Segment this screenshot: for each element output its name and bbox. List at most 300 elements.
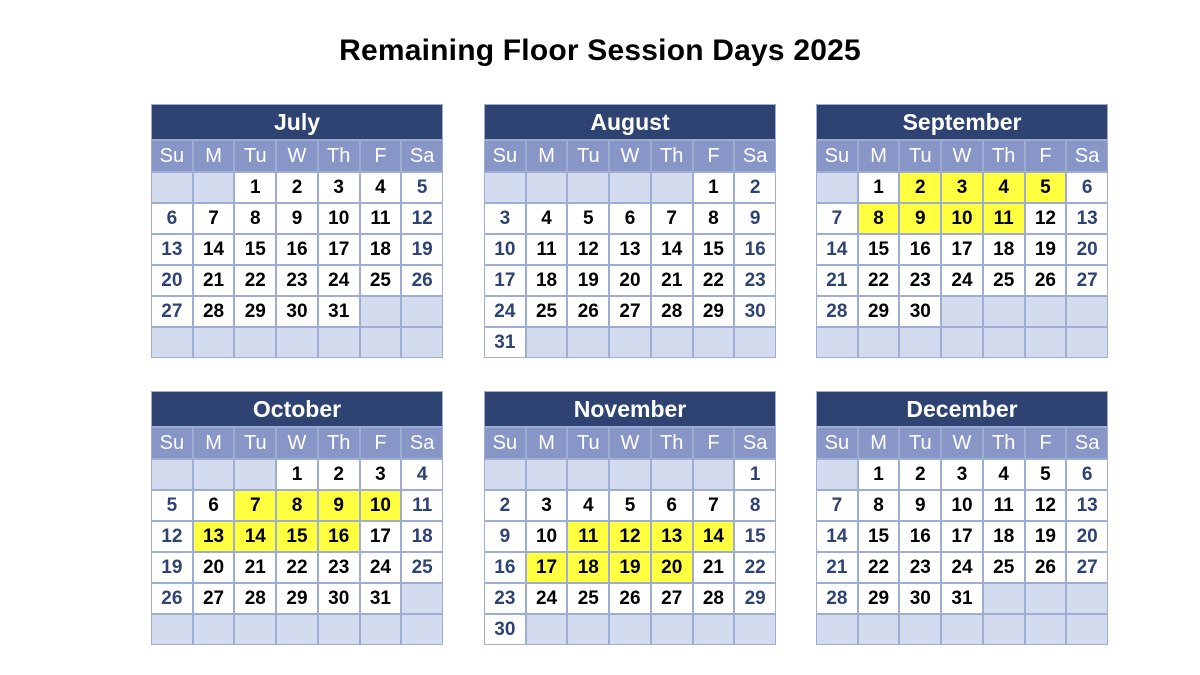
day-cell: 8 <box>735 491 775 520</box>
weekday-label: Th <box>652 428 692 458</box>
empty-day-cell <box>152 460 192 489</box>
weekday-label: W <box>942 428 982 458</box>
day-cell: 31 <box>361 584 401 613</box>
session-day-cell: 7 <box>235 491 275 520</box>
calendar-december <box>816 391 1108 645</box>
day-cell: 21 <box>817 553 857 582</box>
weekday-label: Sa <box>402 141 442 171</box>
day-cell: 30 <box>900 584 940 613</box>
empty-day-cell <box>235 328 275 357</box>
session-day-cell: 2 <box>900 173 940 202</box>
day-cell: 27 <box>1067 266 1107 295</box>
day-cell: 27 <box>652 584 692 613</box>
empty-day-cell <box>194 173 234 202</box>
day-cell: 31 <box>319 297 359 326</box>
empty-day-cell <box>235 615 275 644</box>
day-cell: 23 <box>735 266 775 295</box>
month-title: December <box>817 392 1107 426</box>
day-cell: 14 <box>194 235 234 264</box>
day-cell: 12 <box>568 235 608 264</box>
day-cell: 12 <box>152 522 192 551</box>
weekday-label: F <box>1026 428 1066 458</box>
empty-day-cell <box>361 297 401 326</box>
day-cell: 24 <box>942 553 982 582</box>
empty-day-cell <box>942 297 982 326</box>
empty-day-cell <box>859 615 899 644</box>
day-cell: 27 <box>610 297 650 326</box>
day-cell: 13 <box>610 235 650 264</box>
day-cell: 6 <box>194 491 234 520</box>
empty-day-cell <box>527 328 567 357</box>
session-day-cell: 11 <box>568 522 608 551</box>
day-cell: 20 <box>1067 522 1107 551</box>
day-cell: 7 <box>652 204 692 233</box>
empty-day-cell <box>652 328 692 357</box>
day-cell: 26 <box>1026 553 1066 582</box>
day-cell: 1 <box>859 173 899 202</box>
empty-day-cell <box>610 173 650 202</box>
day-cell: 2 <box>485 491 525 520</box>
day-cell: 23 <box>277 266 317 295</box>
month-title: November <box>485 392 775 426</box>
day-cell: 24 <box>319 266 359 295</box>
day-cell: 8 <box>235 204 275 233</box>
day-cell: 26 <box>568 297 608 326</box>
empty-day-cell <box>194 328 234 357</box>
empty-day-cell <box>984 328 1024 357</box>
day-cell: 19 <box>1026 522 1066 551</box>
weekday-label: Sa <box>735 141 775 171</box>
empty-day-cell <box>942 615 982 644</box>
weekday-label: W <box>277 141 317 171</box>
day-cell: 3 <box>319 173 359 202</box>
day-cell: 21 <box>235 553 275 582</box>
calendar-july <box>151 104 443 358</box>
empty-day-cell <box>900 615 940 644</box>
day-cell: 15 <box>859 235 899 264</box>
day-cell: 21 <box>694 553 734 582</box>
day-cell: 21 <box>194 266 234 295</box>
day-cell: 22 <box>235 266 275 295</box>
day-cell: 15 <box>859 522 899 551</box>
empty-day-cell <box>485 460 525 489</box>
empty-day-cell <box>402 297 442 326</box>
day-cell: 22 <box>694 266 734 295</box>
month-title: August <box>485 105 775 139</box>
empty-day-cell <box>817 328 857 357</box>
day-cell: 19 <box>402 235 442 264</box>
session-day-cell: 8 <box>859 204 899 233</box>
day-cell: 20 <box>610 266 650 295</box>
session-day-cell: 13 <box>652 522 692 551</box>
day-cell: 2 <box>900 460 940 489</box>
day-cell: 18 <box>984 522 1024 551</box>
weekday-label: M <box>194 428 234 458</box>
session-day-cell: 12 <box>610 522 650 551</box>
calendar-october <box>151 391 443 645</box>
weekday-label: W <box>942 141 982 171</box>
empty-day-cell <box>652 460 692 489</box>
day-cell: 6 <box>610 204 650 233</box>
day-cell: 30 <box>485 615 525 644</box>
day-cell: 27 <box>1067 553 1107 582</box>
empty-day-cell <box>485 173 525 202</box>
day-cell: 11 <box>402 491 442 520</box>
day-cell: 24 <box>527 584 567 613</box>
day-cell: 24 <box>485 297 525 326</box>
day-cell: 6 <box>1067 173 1107 202</box>
day-cell: 8 <box>694 204 734 233</box>
weekday-label: F <box>361 141 401 171</box>
page-title: Remaining Floor Session Days 2025 <box>339 34 861 67</box>
day-cell: 2 <box>319 460 359 489</box>
empty-day-cell <box>152 328 192 357</box>
session-day-cell: 10 <box>361 491 401 520</box>
weekday-label: W <box>277 428 317 458</box>
day-cell: 22 <box>277 553 317 582</box>
weekday-label: M <box>527 141 567 171</box>
empty-day-cell <box>568 460 608 489</box>
day-cell: 16 <box>277 235 317 264</box>
weekday-label: Th <box>984 428 1024 458</box>
weekday-label: Th <box>652 141 692 171</box>
session-day-cell: 20 <box>652 553 692 582</box>
day-cell: 6 <box>652 491 692 520</box>
empty-day-cell <box>610 460 650 489</box>
empty-day-cell <box>694 328 734 357</box>
weekday-label: Su <box>485 428 525 458</box>
day-cell: 26 <box>1026 266 1066 295</box>
day-cell: 10 <box>527 522 567 551</box>
day-cell: 8 <box>859 491 899 520</box>
month-title: July <box>152 105 442 139</box>
weekday-label: Su <box>817 428 857 458</box>
session-day-cell: 11 <box>984 204 1024 233</box>
empty-day-cell <box>527 460 567 489</box>
day-cell: 25 <box>527 297 567 326</box>
day-cell: 26 <box>402 266 442 295</box>
day-cell: 28 <box>235 584 275 613</box>
day-cell: 24 <box>942 266 982 295</box>
day-cell: 3 <box>485 204 525 233</box>
weekday-label: Th <box>984 141 1024 171</box>
weekday-label: M <box>859 141 899 171</box>
day-cell: 20 <box>194 553 234 582</box>
day-cell: 27 <box>152 297 192 326</box>
day-cell: 17 <box>361 522 401 551</box>
session-day-cell: 14 <box>235 522 275 551</box>
empty-day-cell <box>319 328 359 357</box>
empty-day-cell <box>1026 297 1066 326</box>
day-cell: 30 <box>735 297 775 326</box>
day-cell: 31 <box>485 328 525 357</box>
day-cell: 18 <box>361 235 401 264</box>
day-cell: 14 <box>817 235 857 264</box>
day-cell: 1 <box>859 460 899 489</box>
session-day-cell: 14 <box>694 522 734 551</box>
weekday-label: Tu <box>235 428 275 458</box>
weekday-label: F <box>361 428 401 458</box>
empty-day-cell <box>1067 615 1107 644</box>
empty-day-cell <box>859 328 899 357</box>
day-cell: 23 <box>319 553 359 582</box>
day-cell: 16 <box>900 235 940 264</box>
day-cell: 28 <box>817 584 857 613</box>
day-cell: 28 <box>817 297 857 326</box>
weekday-label: Tu <box>568 141 608 171</box>
day-cell: 19 <box>152 553 192 582</box>
empty-day-cell <box>527 615 567 644</box>
day-cell: 6 <box>1067 460 1107 489</box>
month-title: September <box>817 105 1107 139</box>
day-cell: 5 <box>610 491 650 520</box>
day-cell: 19 <box>568 266 608 295</box>
day-cell: 26 <box>610 584 650 613</box>
day-cell: 30 <box>900 297 940 326</box>
empty-day-cell <box>1026 328 1066 357</box>
empty-day-cell <box>735 328 775 357</box>
empty-day-cell <box>361 328 401 357</box>
day-cell: 10 <box>485 235 525 264</box>
empty-day-cell <box>1067 584 1107 613</box>
day-cell: 15 <box>735 522 775 551</box>
day-cell: 17 <box>942 235 982 264</box>
day-cell: 9 <box>277 204 317 233</box>
day-cell: 21 <box>817 266 857 295</box>
day-cell: 1 <box>735 460 775 489</box>
day-cell: 10 <box>319 204 359 233</box>
day-cell: 13 <box>1067 491 1107 520</box>
day-cell: 20 <box>1067 235 1107 264</box>
weekday-label: W <box>610 428 650 458</box>
session-day-cell: 4 <box>984 173 1024 202</box>
day-cell: 4 <box>984 460 1024 489</box>
day-cell: 29 <box>235 297 275 326</box>
month-grid <box>817 426 1107 644</box>
weekday-label: Sa <box>735 428 775 458</box>
day-cell: 31 <box>942 584 982 613</box>
month-grid <box>817 139 1107 357</box>
weekday-label: Sa <box>1067 141 1107 171</box>
day-cell: 16 <box>485 553 525 582</box>
day-cell: 18 <box>402 522 442 551</box>
empty-day-cell <box>568 615 608 644</box>
weekday-label: Su <box>152 141 192 171</box>
calendar-november <box>484 391 776 645</box>
day-cell: 2 <box>277 173 317 202</box>
weekday-label: Th <box>319 428 359 458</box>
day-cell: 13 <box>1067 204 1107 233</box>
day-cell: 3 <box>942 460 982 489</box>
empty-day-cell <box>361 615 401 644</box>
weekday-label: F <box>694 141 734 171</box>
day-cell: 9 <box>900 491 940 520</box>
day-cell: 11 <box>527 235 567 264</box>
session-day-cell: 19 <box>610 553 650 582</box>
weekday-label: Tu <box>568 428 608 458</box>
empty-day-cell <box>942 328 982 357</box>
day-cell: 7 <box>194 204 234 233</box>
day-cell: 14 <box>652 235 692 264</box>
empty-day-cell <box>277 328 317 357</box>
weekday-label: W <box>610 141 650 171</box>
day-cell: 29 <box>859 584 899 613</box>
day-cell: 14 <box>817 522 857 551</box>
session-day-cell: 18 <box>568 553 608 582</box>
day-cell: 5 <box>402 173 442 202</box>
empty-day-cell <box>735 615 775 644</box>
month-grid <box>485 139 775 357</box>
month-title: October <box>152 392 442 426</box>
day-cell: 4 <box>527 204 567 233</box>
day-cell: 1 <box>235 173 275 202</box>
weekday-label: Su <box>817 141 857 171</box>
day-cell: 3 <box>361 460 401 489</box>
empty-day-cell <box>610 328 650 357</box>
day-cell: 22 <box>735 553 775 582</box>
weekday-label: Tu <box>235 141 275 171</box>
empty-day-cell <box>152 173 192 202</box>
weekday-label: Sa <box>1067 428 1107 458</box>
session-day-cell: 5 <box>1026 173 1066 202</box>
empty-day-cell <box>694 615 734 644</box>
day-cell: 19 <box>1026 235 1066 264</box>
day-cell: 5 <box>1026 460 1066 489</box>
day-cell: 13 <box>152 235 192 264</box>
empty-day-cell <box>1067 328 1107 357</box>
weekday-label: Su <box>152 428 192 458</box>
day-cell: 11 <box>361 204 401 233</box>
day-cell: 7 <box>817 204 857 233</box>
session-day-cell: 17 <box>527 553 567 582</box>
day-cell: 17 <box>942 522 982 551</box>
session-day-cell: 10 <box>942 204 982 233</box>
calendar-september <box>816 104 1108 358</box>
day-cell: 6 <box>152 204 192 233</box>
month-grid <box>152 139 442 357</box>
day-cell: 16 <box>735 235 775 264</box>
month-grid <box>485 426 775 644</box>
empty-day-cell <box>900 328 940 357</box>
empty-day-cell <box>568 328 608 357</box>
day-cell: 25 <box>568 584 608 613</box>
day-cell: 23 <box>900 553 940 582</box>
weekday-label: F <box>694 428 734 458</box>
day-cell: 20 <box>152 266 192 295</box>
day-cell: 1 <box>694 173 734 202</box>
day-cell: 18 <box>527 266 567 295</box>
empty-day-cell <box>194 615 234 644</box>
empty-day-cell <box>817 173 857 202</box>
empty-day-cell <box>1067 297 1107 326</box>
empty-day-cell <box>194 460 234 489</box>
day-cell: 17 <box>319 235 359 264</box>
day-cell: 22 <box>859 553 899 582</box>
month-grid <box>152 426 442 644</box>
session-day-cell: 8 <box>277 491 317 520</box>
day-cell: 22 <box>859 266 899 295</box>
day-cell: 18 <box>984 235 1024 264</box>
day-cell: 4 <box>361 173 401 202</box>
day-cell: 9 <box>485 522 525 551</box>
day-cell: 29 <box>694 297 734 326</box>
empty-day-cell <box>152 615 192 644</box>
day-cell: 29 <box>735 584 775 613</box>
day-cell: 5 <box>152 491 192 520</box>
empty-day-cell <box>402 584 442 613</box>
session-day-cell: 3 <box>942 173 982 202</box>
weekday-label: Tu <box>900 428 940 458</box>
weekday-label: M <box>527 428 567 458</box>
day-cell: 2 <box>735 173 775 202</box>
day-cell: 28 <box>652 297 692 326</box>
day-cell: 25 <box>984 266 1024 295</box>
empty-day-cell <box>402 328 442 357</box>
day-cell: 28 <box>694 584 734 613</box>
day-cell: 15 <box>694 235 734 264</box>
day-cell: 9 <box>735 204 775 233</box>
day-cell: 17 <box>485 266 525 295</box>
calendar-august <box>484 104 776 358</box>
weekday-label: Tu <box>900 141 940 171</box>
session-day-cell: 9 <box>900 204 940 233</box>
day-cell: 24 <box>361 553 401 582</box>
day-cell: 7 <box>694 491 734 520</box>
empty-day-cell <box>1026 584 1066 613</box>
empty-day-cell <box>319 615 359 644</box>
weekday-label: M <box>859 428 899 458</box>
empty-day-cell <box>652 615 692 644</box>
empty-day-cell <box>817 460 857 489</box>
empty-day-cell <box>984 297 1024 326</box>
empty-day-cell <box>235 460 275 489</box>
day-cell: 26 <box>152 584 192 613</box>
day-cell: 15 <box>235 235 275 264</box>
empty-day-cell <box>568 173 608 202</box>
empty-day-cell <box>984 584 1024 613</box>
weekday-label: Sa <box>402 428 442 458</box>
empty-day-cell <box>1026 615 1066 644</box>
empty-day-cell <box>984 615 1024 644</box>
day-cell: 1 <box>277 460 317 489</box>
day-cell: 29 <box>859 297 899 326</box>
day-cell: 10 <box>942 491 982 520</box>
empty-day-cell <box>402 615 442 644</box>
day-cell: 29 <box>277 584 317 613</box>
day-cell: 3 <box>527 491 567 520</box>
day-cell: 12 <box>1026 491 1066 520</box>
weekday-label: F <box>1026 141 1066 171</box>
day-cell: 25 <box>402 553 442 582</box>
day-cell: 5 <box>568 204 608 233</box>
empty-day-cell <box>817 615 857 644</box>
day-cell: 23 <box>900 266 940 295</box>
day-cell: 12 <box>402 204 442 233</box>
day-cell: 23 <box>485 584 525 613</box>
weekday-label: Su <box>485 141 525 171</box>
day-cell: 16 <box>900 522 940 551</box>
session-day-cell: 16 <box>319 522 359 551</box>
empty-day-cell <box>694 460 734 489</box>
empty-day-cell <box>652 173 692 202</box>
empty-day-cell <box>527 173 567 202</box>
day-cell: 7 <box>817 491 857 520</box>
empty-day-cell <box>277 615 317 644</box>
weekday-label: Th <box>319 141 359 171</box>
session-day-cell: 13 <box>194 522 234 551</box>
day-cell: 11 <box>984 491 1024 520</box>
day-cell: 25 <box>984 553 1024 582</box>
